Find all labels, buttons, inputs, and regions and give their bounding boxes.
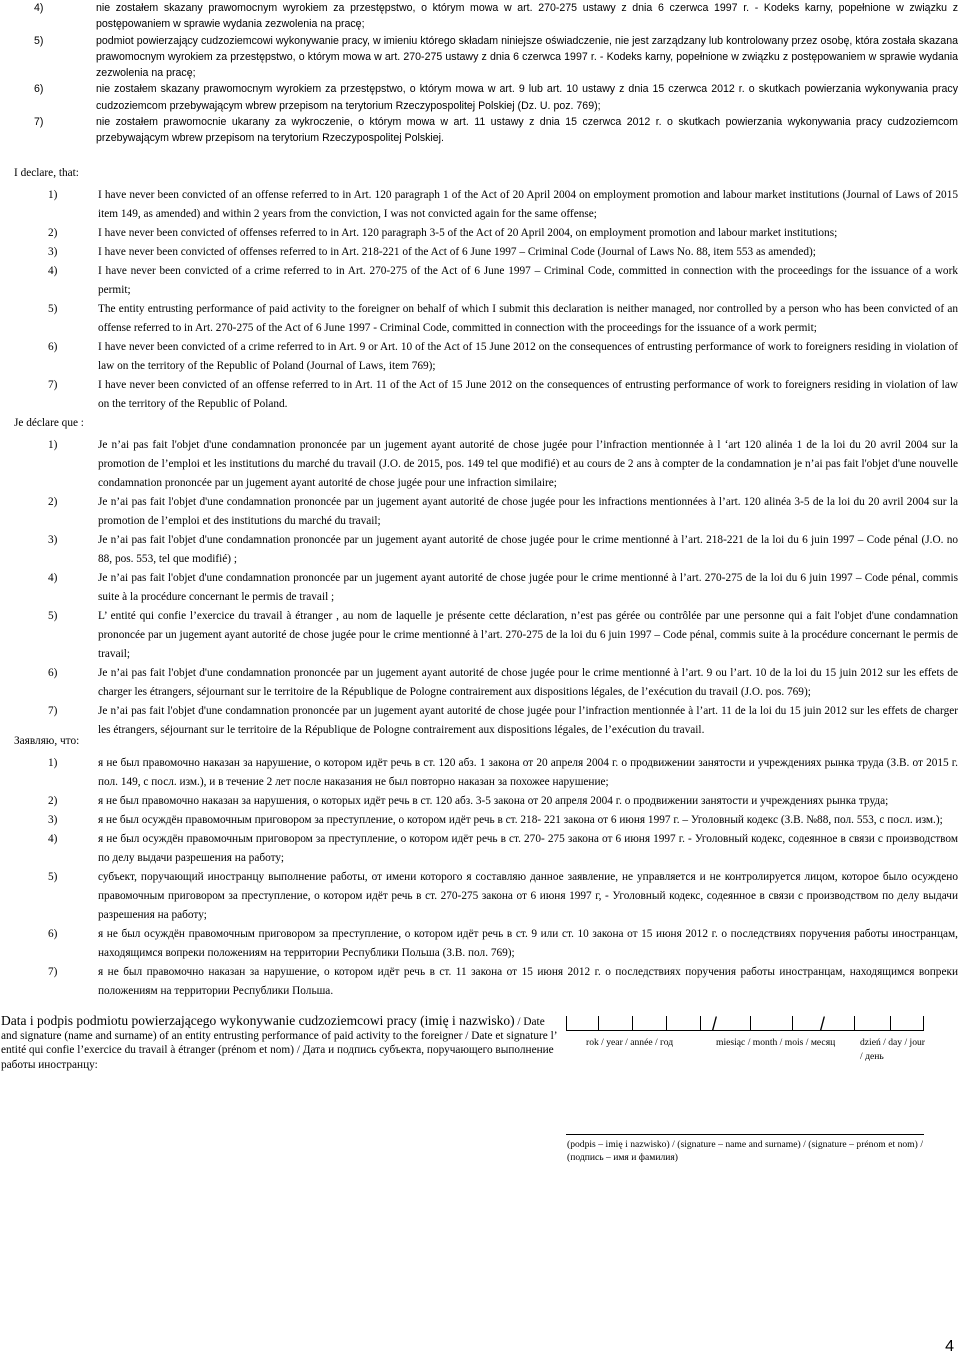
date-separator: / xyxy=(820,1014,826,1034)
item-number: 7) xyxy=(48,379,58,391)
date-box-divider xyxy=(854,1016,855,1031)
date-box-divider xyxy=(890,1016,891,1031)
item-number: 6) xyxy=(48,667,58,679)
item-text: I have never been convicted of offenses referred to in Art. 120 paragraph 3-5 of the Act of 20 April 2004, on employment promotion and labour market institutions; xyxy=(98,227,838,239)
signature-label-translations: / Date and signature (name and surname) of an entity entrusting performance of paid activity to the foreigner / Date et signature l’ entité qui confie l’exercice du travail à étranger (prénom et nom) / Дата и подпись субъекта, поручающего выполнение работы иностранцу: xyxy=(1,1016,557,1071)
list-item xyxy=(14,224,958,243)
section-heading: Заявляю, что: xyxy=(14,735,80,747)
list-item xyxy=(14,376,958,414)
item-number: 2) xyxy=(48,496,58,508)
item-number: 1) xyxy=(48,439,58,451)
list-item xyxy=(14,792,958,811)
item-text: я не был осуждён правомочным приговором за преступление, о котором идёт речь в ст. 9 или ст. 10 закона от 15 июня 2012 г. о последствиях поручения работы иностранцам, находящимся вопреки положениям на территории Республики Польша (З.В. пол. 769); xyxy=(98,928,958,959)
item-number: 7) xyxy=(48,966,58,978)
list-item xyxy=(14,262,958,300)
list-item xyxy=(14,925,958,963)
list-item xyxy=(14,493,958,531)
list-item xyxy=(14,300,958,338)
item-number: 3) xyxy=(48,246,58,258)
polish-section xyxy=(14,0,958,147)
item-number: 1) xyxy=(48,757,58,769)
list-item xyxy=(14,114,958,147)
list-item xyxy=(14,186,958,224)
list-item xyxy=(14,0,958,33)
item-number: 4) xyxy=(34,2,44,14)
signature-line[interactable] xyxy=(566,1134,924,1135)
item-text: я не был правомочно наказан за нарушение, о котором идёт речь в ст. 11 закона от 15 июня 2012 г. о последствиях поручения работы иностранцам, находящимся вопреки положениям на территории Республики Польша. xyxy=(98,966,958,997)
date-separator: / xyxy=(712,1014,718,1034)
list-item xyxy=(14,338,958,376)
item-text: Je n’ai pas fait l'objet d'une condamnation prononcée par un jugement ayant autorité de chose jugée pour les infractions mentionnées à l’art. 120 alinéa 3-5 de la loi du 20 avril 2004 sur la promotion de l’emploi et des institutions du marché du travail; xyxy=(98,496,958,527)
date-field-line[interactable] xyxy=(566,1030,924,1031)
date-box-divider xyxy=(700,1016,701,1031)
item-text: Je n’ai pas fait l'objet d'une condamnation prononcée par un jugement ayant autorité de chose jugée pour le crime mentionné à l’art. 9 ou l’art. 10 de la loi du 15 juin 2012 sur les effets de charger les étrangers, séjournant sur le territoire de la République de Pologne contrairement aux dispositions légales, de l’exécution du travail (J.O. pos. 769); xyxy=(98,667,958,698)
item-number: 7) xyxy=(34,116,44,129)
item-number: 2) xyxy=(48,795,58,807)
list-item xyxy=(14,243,958,262)
item-number: 5) xyxy=(48,303,58,315)
list-item xyxy=(14,963,958,1001)
section-heading: I declare, that: xyxy=(14,167,79,179)
section-heading: Je déclare que : xyxy=(14,417,84,429)
list-item xyxy=(14,868,958,925)
item-number: 1) xyxy=(48,189,58,201)
item-text: субъект, поручающий иностранцу выполнение работы, от имени которого я составляю данное заявление, не управляется и не контролируется лицом, которое было осуждено правомочным приговором за преступление, о котором идёт речь в ст. 270-275 закона от 6 июня 1997 г, - Уголовный кодекс, содеянное в связи с производством по делу выдачи разрешения на работу; xyxy=(98,871,958,921)
list-item xyxy=(14,81,958,114)
list-item xyxy=(14,33,958,82)
item-number: 3) xyxy=(48,814,58,826)
item-text: I have never been convicted of a crime referred to in Art. 9 or Art. 10 of the Act of 15 June 2012 on the consequences of entrusting performance of work to foreigners residing in violation of law on the territory of the Republic of Poland (Journal of Laws, item 769); xyxy=(98,341,958,372)
item-text: Je n’ai pas fait l'objet d'une condamnation prononcée par un jugement ayant autorité de chose jugée pour l’infraction mentionnée à l’art. 11 de la loi du 15 juin 2012 sur les effets de charger les étrangers, séjournant sur le territoire de la République de Pologne contrairement aux dispositions légales, de l’exécution du travail. xyxy=(98,705,958,736)
date-box-divider xyxy=(598,1016,599,1031)
item-text: Je n’ai pas fait l'objet d'une condamnation prononcée par un jugement ayant autorité de chose jugée pour l’infraction mentionnée à l ‘art 120 alinéa 1 de la loi du 20 avril 2004 sur la promotion de l’emploi et les institutions du marché du travail (J.O. de 2015, pos. 149 tel que modifié) et au cours de 2 ans à compter de la condamnation je n’ai pas fait l'objet d'une nouvelle condamnation prononcée par un jugement ayant autorité de chose jugée pour une infraction similaire; xyxy=(98,439,958,489)
date-box-divider xyxy=(566,1016,567,1031)
french-section xyxy=(14,414,958,740)
item-text: я не был осуждён правомочным приговором за преступление, о котором идёт речь в ст. 270- 275 закона от 6 июня 1997 г. - Уголовный кодекс, содеянное в связи с производством по делу выдачи разрешения на работу; xyxy=(98,833,958,864)
item-number: 3) xyxy=(48,534,58,546)
item-text: я не был правомочно наказан за нарушение, о котором идёт речь в ст. 120 абз. 1 закона от 20 апреля 2004 г. о продвижении занятости и учреждениях рынка труда (З.В. от 2015 г. пол. 149, с посл. изм.), и в течение 2 лет после наказания не был повторно наказан за похожее нарушение; xyxy=(98,757,958,788)
item-number: 2) xyxy=(48,227,58,239)
date-box-divider xyxy=(923,1016,924,1031)
item-text: podmiot powierzający cudzoziemcowi wykonywanie pracy, w imieniu którego składam niniejsze oświadczenie, nie jest zarządzany lub kontrolowany przez osobę, która została skazana prawomocnym wyrokiem za przestępstwo, o którym mowa w art. 270-275 ustawy z dnia 6 czerwca 1997 r. - Kodeks karny, popełnione w związku z postępowaniem w sprawie wydania zezwolenia na pracę; xyxy=(96,34,958,80)
list-item xyxy=(14,754,958,792)
date-box-divider xyxy=(750,1016,751,1031)
day-label: dzień / day / jour / день xyxy=(860,1037,926,1062)
item-text: The entity entrusting performance of paid activity to the foreigner on behalf of which I submit this declaration is neither managed, nor controlled by a person who has been convicted of an offense referred to in Art. 270-275 of the Act of 6 June 1997 - Criminal Code, committed in connection with the proceedings for the issuance of a work permit; xyxy=(98,303,958,334)
item-number: 5) xyxy=(34,34,44,47)
list-item xyxy=(14,607,958,664)
list-item xyxy=(14,436,958,493)
year-label: rok / year / année / год xyxy=(586,1037,674,1048)
item-number: 5) xyxy=(48,610,58,622)
item-number: 6) xyxy=(48,341,58,353)
item-text: nie zostałem prawomocnie ukarany za wykroczenie, o którym mowa w art. 11 ustawy z dnia 15 czerwca 2012 r. o skutkach powierzania wykonywania pracy cudzoziemcom przebywającym wbrew przepisom na terytorium Rzeczypospolitej Polskiej. xyxy=(96,116,958,145)
item-number: 4) xyxy=(48,265,58,277)
item-number: 5) xyxy=(48,871,58,883)
item-text: я не был осуждён правомочным приговором за преступление, о котором идёт речь в ст. 218- 221 закона от 6 июня 1997 г. – Уголовный кодекс (З.В. №88, пол. 553, с посл. изм.); xyxy=(98,814,943,826)
item-text: I have never been convicted of an offense referred to in Art. 11 of the Act of 15 June 2012 on the consequences of entrusting performance of work to foreigners residing in violation of law on the territory of the Republic of Poland. xyxy=(98,379,958,410)
item-text: Je n’ai pas fait l'objet d'une condamnation prononcée par un jugement ayant autorité de chose jugée pour le crime mentionné à l’art. 218-221 de la loi du 6 juin 1997 – Code pénal (J.O. no 88, pos. 553, tel que modifié) ; xyxy=(98,534,958,565)
signature-caption: (podpis – imię i nazwisko) / (signature – name and surname) / (signature – prénom et nom) / (подпись – имя и фамилия) xyxy=(567,1139,923,1163)
month-label: miesiąc / month / mois / месяц xyxy=(716,1037,836,1048)
item-text: я не был правомочно наказан за нарушения, о которых идёт речь в ст. 120 абз. 3-5 закона от 20 апреля 2004 г. о продвижении занятости и учреждениях рынка труда; xyxy=(98,795,889,807)
list-item xyxy=(14,811,958,830)
item-text: nie zostałem skazany prawomocnym wyrokiem za przestępstwo, o którym mowa w art. 270-275 ustawy z dnia 6 czerwca 1997 r. - Kodeks karny, popełnione w związku z postępowaniem w sprawie wydania zezwolenia na pracę; xyxy=(96,2,958,31)
date-box-divider xyxy=(792,1016,793,1031)
item-number: 4) xyxy=(48,572,58,584)
date-box-divider xyxy=(632,1016,633,1031)
date-box-divider xyxy=(666,1016,667,1031)
item-text: I have never been convicted of a crime referred to in Art. 270-275 of the Act of 6 June 1997 – Criminal Code, committed in connection with the proceedings for the issuance of a work permit; xyxy=(98,265,958,296)
item-text: I have never been convicted of an offense referred to in Art. 120 paragraph 1 of the Act of 20 April 2004 on employment promotion and labour market institutions (Journal of Laws of 2015 item 149, as amended) and within 2 years from the conviction, I was not convicted again for the same offense; xyxy=(98,189,958,220)
item-number: 6) xyxy=(48,928,58,940)
signature-block xyxy=(0,1014,960,1264)
english-section xyxy=(14,164,958,414)
item-text: nie zostałem skazany prawomocnym wyrokiem za przestępstwo, o którym mowa w art. 9 lub art. 10 ustawy z dnia 15 czerwca 2012 r. o skutkach powierzania wykonywania pracy cudzoziemcom przebywającym wbrew przepisom na terytorium Rzeczypospolitej Polskiej (Dz. U. poz. 769); xyxy=(96,83,958,112)
page-number: 4 xyxy=(945,1338,954,1355)
item-text: L’ entité qui confie l’exercice du travail à étranger , au nom de laquelle je présente cette déclaration, n’est pas gérée ou contrôlée par une personne qui a fait l'objet d'une condamnation prononcée par un jugement ayant autorité de chose jugée pour le crime mentionné à l’art. 270-275 de la loi du 6 juin 1997 – Code pénal, commis suite à la procédure concernant le permis de travail; xyxy=(98,610,958,660)
signature-label-polish: Data i podpis podmiotu powierzającego wykonywanie cudzoziemcowi pracy (imię i nazwisko) xyxy=(1,1013,515,1028)
list-item xyxy=(14,830,958,868)
list-item xyxy=(14,531,958,569)
list-item xyxy=(14,569,958,607)
item-text: I have never been convicted of offenses referred to in Art. 218-221 of the Act of 6 June 1997 – Criminal Code (Journal of Laws No. 88, item 553 as amended); xyxy=(98,246,816,258)
item-number: 4) xyxy=(48,833,58,845)
item-text: Je n’ai pas fait l'objet d'une condamnation prononcée par un jugement ayant autorité de chose jugée pour le crime mentionné à l’art. 270-275 de la loi du 6 juin 1997 – Code pénal, commis suite à la procédure concernant le permis de travail ; xyxy=(98,572,958,603)
item-number: 6) xyxy=(34,83,44,96)
signature-label xyxy=(1,1014,561,1072)
russian-section xyxy=(14,732,958,1001)
list-item xyxy=(14,664,958,702)
item-number: 7) xyxy=(48,705,58,717)
